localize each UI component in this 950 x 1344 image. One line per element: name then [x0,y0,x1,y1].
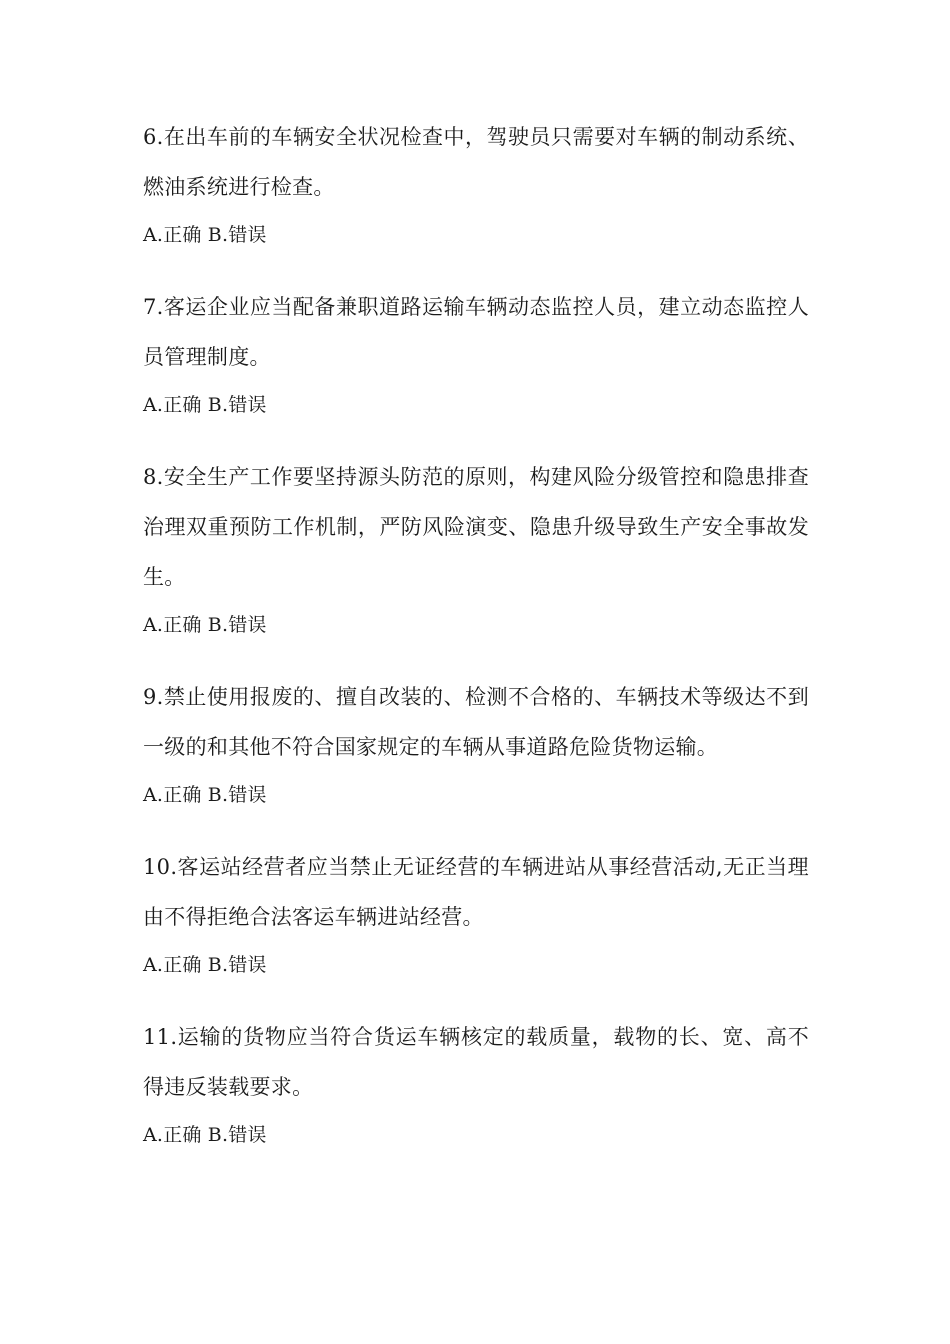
question-text: 7.客运企业应当配备兼职道路运输车辆动态监控人员，建立动态监控人员管理制度。 [143,295,809,369]
answer-options: A.正确 B.错误 [143,224,267,246]
answer-options: A.正确 B.错误 [143,784,267,806]
document-page [143,112,809,1182]
question-8 [143,452,809,648]
question-text: 6.在出车前的车辆安全状况检查中，驾驶员只需要对车辆的制动系统、燃油系统进行检查。 [143,125,809,199]
answer-options: A.正确 B.错误 [143,1124,267,1146]
question-9 [143,672,809,818]
question-text: 8.安全生产工作要坚持源头防范的原则，构建风险分级管控和隐患排查治理双重预防工作机制，严防风险演变、隐患升级导致生产安全事故发生。 [143,465,809,589]
answer-options: A.正确 B.错误 [143,954,267,976]
question-6 [143,112,809,258]
question-text: 10.客运站经营者应当禁止无证经营的车辆进站从事经营活动,无正当理由不得拒绝合法客运车辆进站经营。 [143,855,809,929]
question-7 [143,282,809,428]
question-11 [143,1012,809,1158]
question-10 [143,842,809,988]
answer-options: A.正确 B.错误 [143,394,267,416]
question-text: 11.运输的货物应当符合货运车辆核定的载质量，载物的长、宽、高不得违反装载要求。 [143,1025,809,1099]
answer-options: A.正确 B.错误 [143,614,267,636]
question-text: 9.禁止使用报废的、擅自改装的、检测不合格的、车辆技术等级达不到一级的和其他不符合国家规定的车辆从事道路危险货物运输。 [143,685,809,759]
